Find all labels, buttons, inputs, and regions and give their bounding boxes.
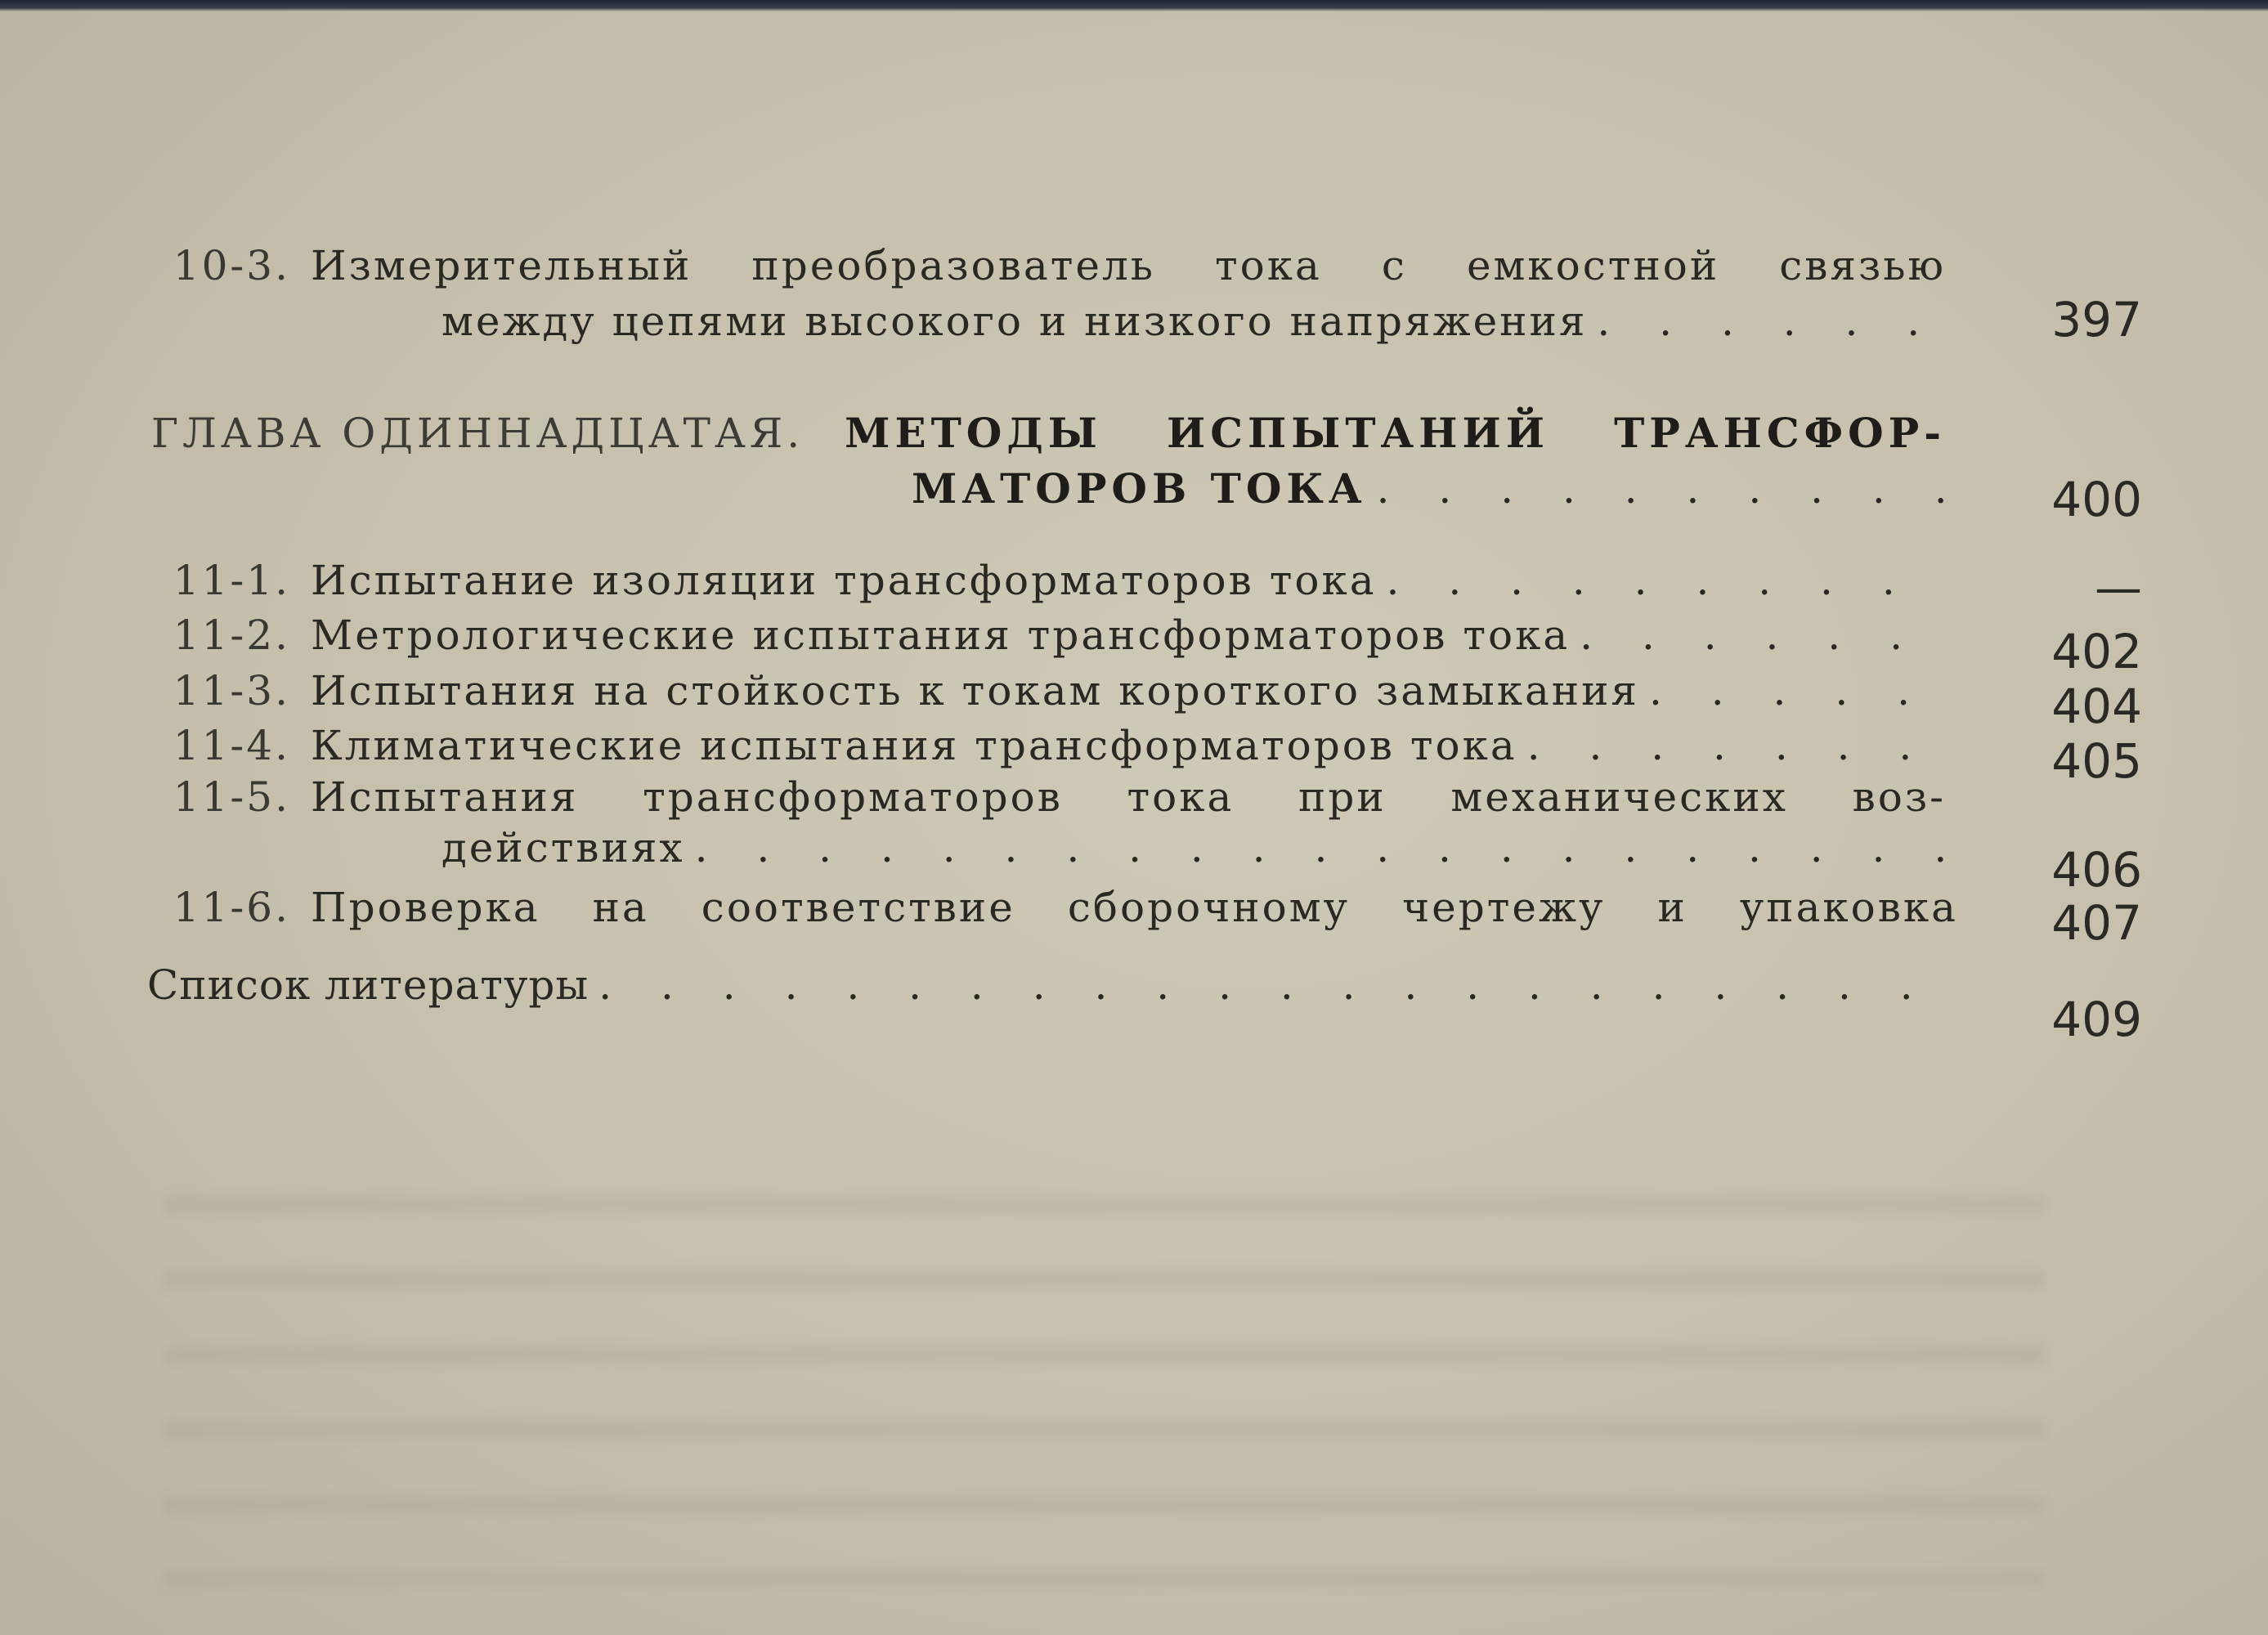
toc-entry-10-3-line2 [441,298,1946,345]
toc-entry-11-1 [159,557,1946,604]
leader-dots [695,827,1946,868]
section-number: 10-3. [173,242,290,289]
leader-dots [1527,725,1946,766]
toc-entry-11-6 [159,884,1958,931]
section-title: Климатические испытания трансформаторов тока [311,722,1517,769]
leader-dots [1597,301,1946,342]
page-number: 402 [2051,624,2142,679]
chapter-11-heading-line1 [151,409,1946,457]
toc-entry-10-3-line1 [159,242,1946,289]
page-number: 406 [2051,842,2142,898]
page-number: 397 [2051,292,2142,347]
page-number: 407 [2051,895,2142,951]
toc-entry-11-5-line2 [441,824,1946,871]
leader-dots [1387,560,1946,601]
toc-entry-bibliography [147,961,1946,1009]
section-number: 11-2. [173,611,290,659]
section-title: Испытание изоляции трансформаторов тока [311,557,1377,604]
page-number: 409 [2051,992,2142,1047]
section-number: 11-6. [173,884,290,931]
section-title: Метрологические испытания трансформаторов тока [311,611,1571,659]
toc-entry-11-2 [159,611,1946,659]
page-number: — [2095,560,2142,616]
chapter-11-heading-line2 [912,464,1946,513]
section-title: Испытания трансформаторов тока при механических воз- [311,773,1946,821]
section-number: 11-1. [173,557,290,604]
page-number: 400 [2051,472,2142,527]
leader-dots [1649,670,1946,711]
chapter-title-continued: МАТОРОВ ТОКА [912,464,1367,513]
chapter-title: МЕТОДЫ ИСПЫТАНИЙ ТРАНСФОР- [845,409,1946,457]
page-number: 404 [2051,679,2142,734]
section-title-continued: между цепями высокого и низкого напряжения [441,298,1588,345]
section-number: 11-5. [173,773,290,821]
section-title: Измерительный преобразователь тока с емкостной связью [311,242,1946,289]
section-number: 11-4. [173,722,290,769]
bleed-through-text [164,1161,2044,1586]
book-cover-edge [0,0,2268,11]
bibliography-title: Список литературы [147,961,589,1009]
leader-dots [598,965,1946,1006]
section-number: 11-3. [173,667,290,714]
toc-entry-11-3 [159,667,1946,714]
toc-entry-11-5-line1 [159,773,1946,821]
section-title-continued: действиях [441,824,685,871]
chapter-label: ГЛАВА ОДИННАДЦАТАЯ. [151,410,805,457]
toc-entry-11-4 [159,722,1946,769]
leader-dots [1377,468,1946,509]
page-number: 405 [2051,733,2142,789]
section-title: Проверка на соответствие сборочному чертежу и упаковка [311,884,1958,931]
section-title: Испытания на стойкость к токам короткого замыкания [311,667,1639,714]
leader-dots [1580,615,1946,656]
